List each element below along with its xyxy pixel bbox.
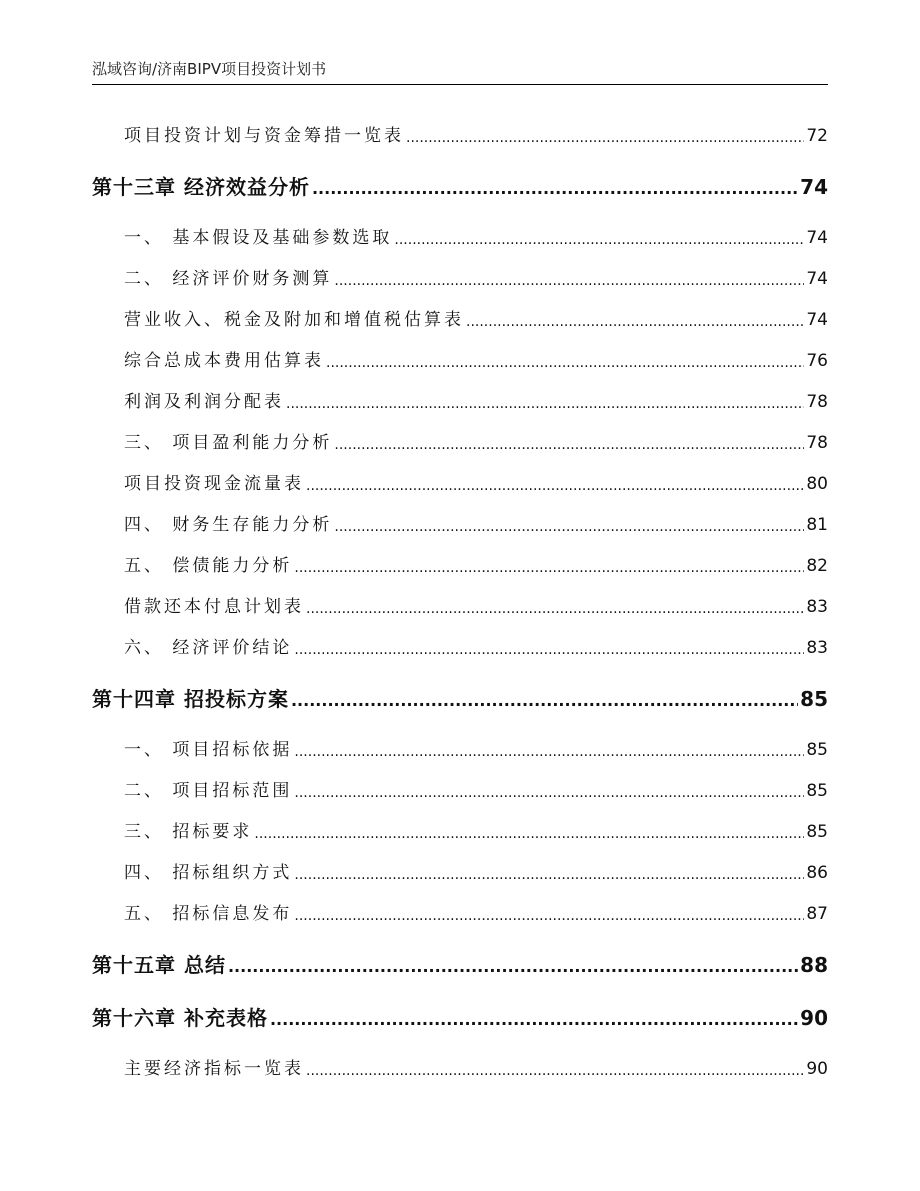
toc-section-entry[interactable] xyxy=(92,820,828,844)
toc-dot-leader xyxy=(466,312,804,332)
toc-entry-title: 第十五章 总结 xyxy=(92,953,226,977)
toc-page-number: 74 xyxy=(806,228,828,248)
toc-dot-leader xyxy=(228,955,798,979)
toc-entry-title: 四、 财务生存能力分析 xyxy=(124,515,333,535)
toc-entry-title: 一、 基本假设及基础参数选取 xyxy=(124,228,393,248)
toc-page-number: 72 xyxy=(806,126,828,146)
toc-section-entry[interactable] xyxy=(92,390,828,414)
toc-chapter-entry[interactable] xyxy=(92,685,828,713)
toc-entry-title: 主要经济指标一览表 xyxy=(124,1059,304,1079)
toc-entry-title: 三、 项目盈利能力分析 xyxy=(124,433,333,453)
toc-entry-title: 第十六章 补充表格 xyxy=(92,1006,268,1030)
toc-dot-leader xyxy=(294,558,804,578)
toc-dot-leader xyxy=(334,435,804,455)
toc-section-entry[interactable] xyxy=(92,595,828,619)
toc-section-entry[interactable] xyxy=(92,861,828,885)
toc-page-number: 78 xyxy=(806,433,828,453)
toc-dot-leader xyxy=(326,353,804,373)
toc-section-entry[interactable] xyxy=(92,636,828,660)
toc-page-number: 85 xyxy=(800,687,828,711)
toc-section-entry[interactable] xyxy=(92,779,828,803)
toc-dot-leader xyxy=(294,906,804,926)
toc-dot-leader xyxy=(394,230,804,250)
toc-entry-title: 借款还本付息计划表 xyxy=(124,597,304,617)
toc-page-number: 90 xyxy=(806,1059,828,1079)
toc-page-number: 78 xyxy=(806,392,828,412)
toc-dot-leader xyxy=(306,599,804,619)
toc-entry-title: 第十三章 经济效益分析 xyxy=(92,175,310,199)
toc-page-number: 85 xyxy=(806,740,828,760)
toc-page-number: 76 xyxy=(806,351,828,371)
toc-section-entry[interactable] xyxy=(92,431,828,455)
toc-chapter-entry[interactable] xyxy=(92,1004,828,1032)
toc-entry-title: 五、 招标信息发布 xyxy=(124,904,293,924)
toc-page-number: 82 xyxy=(806,556,828,576)
toc-page-number: 83 xyxy=(806,638,828,658)
toc-entry-title: 六、 经济评价结论 xyxy=(124,638,293,658)
toc-page-number: 88 xyxy=(800,953,828,977)
toc-dot-leader xyxy=(286,394,804,414)
toc-entry-title: 项目投资计划与资金筹措一览表 xyxy=(124,126,404,146)
toc-chapter-entry[interactable] xyxy=(92,951,828,979)
toc-section-entry[interactable] xyxy=(92,902,828,926)
toc-chapter-entry[interactable] xyxy=(92,173,828,201)
toc-section-entry[interactable] xyxy=(92,1057,828,1081)
toc-dot-leader xyxy=(291,689,798,713)
toc-section-entry[interactable] xyxy=(92,472,828,496)
toc-dot-leader xyxy=(254,824,804,844)
toc-page-number: 90 xyxy=(800,1006,828,1030)
header-rule xyxy=(92,84,828,85)
toc-dot-leader xyxy=(294,865,804,885)
toc-entry-title: 一、 项目招标依据 xyxy=(124,740,293,760)
toc-entry-title: 四、 招标组织方式 xyxy=(124,863,293,883)
toc-page-number: 86 xyxy=(806,863,828,883)
toc-page-number: 85 xyxy=(806,822,828,842)
toc-entry-title: 五、 偿债能力分析 xyxy=(124,556,293,576)
toc-entry-title: 二、 项目招标范围 xyxy=(124,781,293,801)
toc-dot-leader xyxy=(334,517,804,537)
toc-dot-leader xyxy=(294,742,804,762)
toc-page-number: 80 xyxy=(806,474,828,494)
toc-entry-title: 营业收入、税金及附加和增值税估算表 xyxy=(124,310,464,330)
toc-section-entry[interactable] xyxy=(92,124,828,148)
toc-page-number: 74 xyxy=(806,310,828,330)
toc-page-number: 83 xyxy=(806,597,828,617)
toc-page-number: 74 xyxy=(800,175,828,199)
toc-section-entry[interactable] xyxy=(92,513,828,537)
toc-entry-title: 项目投资现金流量表 xyxy=(124,474,304,494)
toc-dot-leader xyxy=(306,476,804,496)
toc-entry-title: 利润及利润分配表 xyxy=(124,392,284,412)
toc-section-entry[interactable] xyxy=(92,226,828,250)
toc-dot-leader xyxy=(334,271,804,291)
toc-section-entry[interactable] xyxy=(92,738,828,762)
toc-entry-title: 三、 招标要求 xyxy=(124,822,253,842)
toc-page-number: 81 xyxy=(806,515,828,535)
toc-section-entry[interactable] xyxy=(92,349,828,373)
toc-section-entry[interactable] xyxy=(92,267,828,291)
toc-dot-leader xyxy=(270,1008,798,1032)
toc-section-entry[interactable] xyxy=(92,554,828,578)
toc-dot-leader xyxy=(294,783,804,803)
toc-page-number: 74 xyxy=(806,269,828,289)
toc-entry-title: 第十四章 招投标方案 xyxy=(92,687,289,711)
toc-entry-title: 综合总成本费用估算表 xyxy=(124,351,324,371)
toc-page-number: 87 xyxy=(806,904,828,924)
toc-dot-leader xyxy=(312,177,798,201)
toc-entry-title: 二、 经济评价财务测算 xyxy=(124,269,333,289)
toc-dot-leader xyxy=(306,1061,804,1081)
toc-dot-leader xyxy=(294,640,804,660)
toc-section-entry[interactable] xyxy=(92,308,828,332)
toc-page-number: 85 xyxy=(806,781,828,801)
toc-dot-leader xyxy=(406,128,804,148)
running-header: 泓域咨询/济南BIPV项目投资计划书 xyxy=(92,60,327,78)
